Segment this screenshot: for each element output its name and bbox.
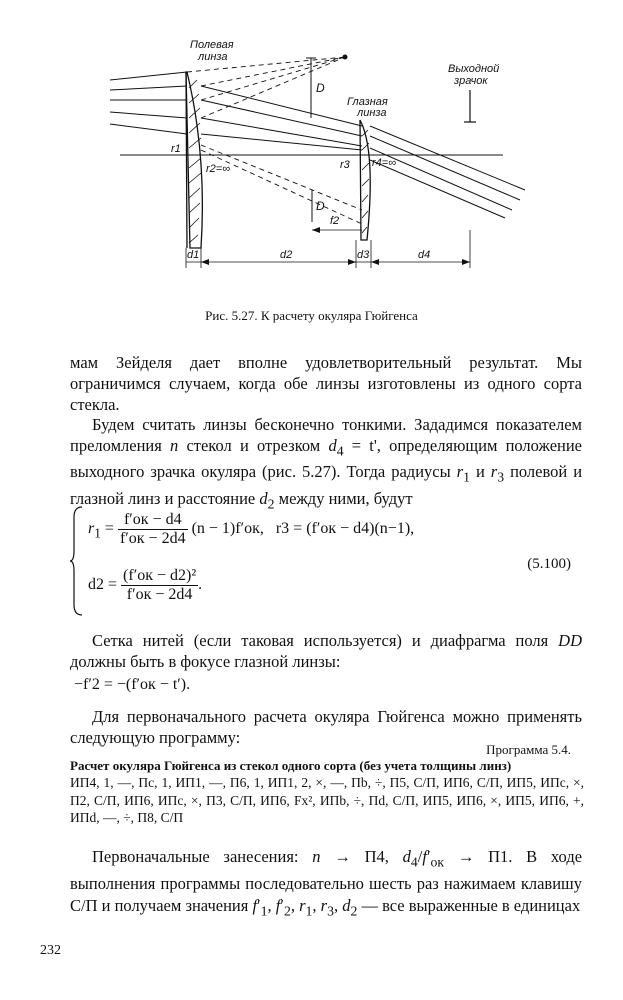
program-label: Программа 5.4.: [486, 742, 571, 757]
program-code: ИП4, 1, —, Пс, 1, ИП1, —, П6, 1, ИП1, 2, ×, —, Пb, ÷, П5, С/П, ИП6, С/П, ИП5, ИПс, ×, П2, С/П, ИП6, ИПс, ×, П3, С/П, ИП6, Fx², ИПb, ÷, Пd, С/П, ИП5, ИП6, ×, ИП5, ИП6, +, ИПd, —, ÷, П8, С/П: [70, 775, 584, 825]
equation-d2: d2 = $\frac{\text{(f′ок − d2)²}}{f'ок - 2d4}$ .: [88, 567, 203, 603]
label-d4: d4: [418, 249, 431, 261]
left-brace: [70, 505, 84, 617]
huygens-eyepiece-diagram: [0, 0, 623, 300]
equation-system: [70, 505, 470, 617]
label-d1: d1: [187, 249, 200, 261]
label-D-mid: D: [316, 199, 325, 213]
field-lens-label-2: линза: [198, 51, 228, 63]
label-r3: r3: [340, 159, 350, 171]
paragraph-1: мам Зейделя дает вполне удовлетворительный результат. Мы ограничимся случаем, когда обе линзы изготовлены из одного сорта стекла.: [70, 353, 582, 414]
paragraph-5: Первоначальные занесения: n → П4, $d_4/f'_{ок} \to П1$. В ходе выполнения программы последовательно шесть раз нажимаем клавишу С/П и получаем значения $f'_1$, $f'_2$, $r_1$, $r_3$, $d_2$ — все выраженные в единицах: [70, 847, 583, 919]
equation-f2: −f′2 = −(f′ок − t′).: [74, 676, 191, 693]
label-r2: r2=∞: [206, 163, 231, 175]
field-lens-label-1: Полевая: [190, 39, 234, 51]
paragraph-3: Сетка нитей (если таковая используется) и диафрагма поля DD должны быть в фокусе глазной линзы:: [70, 631, 582, 671]
equation-number: (5.100): [527, 556, 571, 572]
paragraph-4: Для первоначального расчета окуляра Гюйгенса можно применять следующую программу:: [70, 707, 582, 747]
label-r4: r4=∞: [372, 157, 397, 169]
equation-r1: $r_1$ = $\frac{f'ок - d4}{f'ок - 2d4}$ (n − 1)f′ок, r3 = (f′ок − d4)(n−1),: [88, 511, 415, 547]
label-d2: d2: [280, 249, 293, 261]
exit-pupil-label-2: зрачок: [454, 75, 488, 87]
label-f2: f2: [330, 215, 340, 227]
eye-lens: [360, 120, 370, 240]
figure-caption: Рис. 5.27. К расчету окуляра Гюйгенса: [205, 308, 418, 323]
page-number: 232: [40, 943, 61, 958]
label-r1: r1: [171, 143, 181, 155]
program-title: Расчет окуляра Гюйгенса из стекол одного сорта (без учета толщины линз): [70, 758, 512, 773]
paragraph-2: Будем считать линзы бесконечно тонкими. Зададимся показателем преломления n стекол и отрезком $d_4 = t'$, определяющим положение выходного зрачка окуляра (рис. 5.27). Тогда радиусы $r_1$ и $r_3$ полевой и глазной линз и расстояние $d_2$ между ними, будут: [70, 415, 583, 511]
label-D-top: D: [316, 81, 325, 95]
label-d3: d3: [357, 249, 370, 261]
exit-pupil-label-1: Выходной: [448, 63, 500, 75]
eye-lens-label-2: линза: [357, 107, 387, 119]
eye-lens-label-1: Глазная: [347, 96, 388, 108]
